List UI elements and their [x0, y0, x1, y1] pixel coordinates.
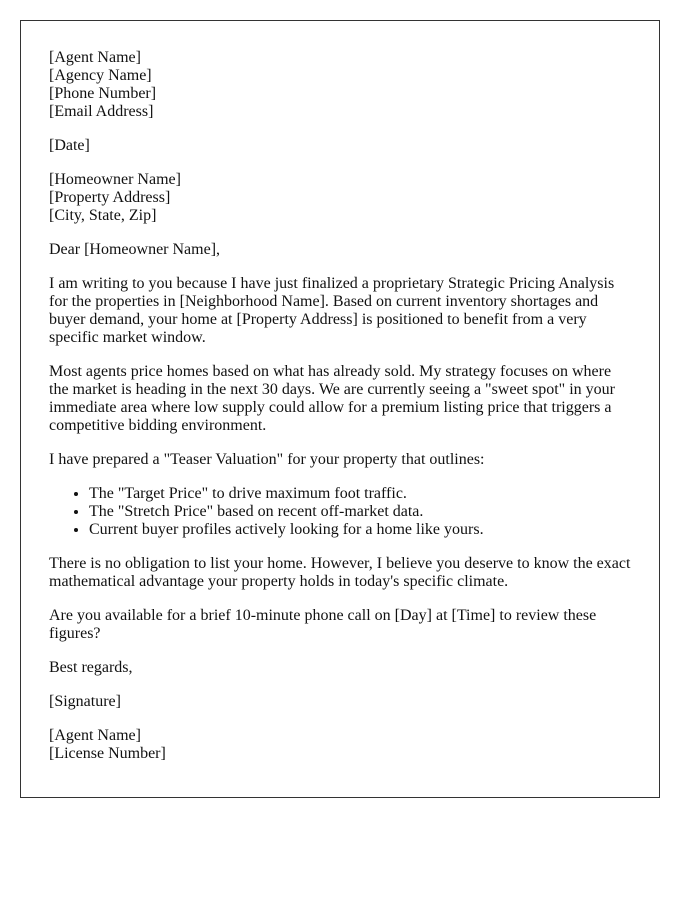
- recipient-city-state-zip: [City, State, Zip]: [49, 207, 157, 224]
- valuation-bullet-list: [49, 485, 631, 539]
- recipient-address: [Property Address]: [49, 189, 171, 206]
- sender-agency-name: [Agency Name]: [49, 67, 152, 84]
- salutation: Dear [Homeowner Name],: [49, 241, 221, 258]
- closing-paragraph-2: Are you available for a brief 10-minute phone call on [Day] at [Time] to review these figures?: [49, 607, 597, 642]
- footer-block: [49, 727, 631, 763]
- letter-date: [Date]: [49, 137, 90, 154]
- sender-phone: [Phone Number]: [49, 85, 157, 102]
- recipient-block: [49, 171, 631, 225]
- bullet-item: • The "Stretch Price" based on recent off-market data.: [89, 503, 631, 521]
- footer-license-number: [License Number]: [49, 745, 166, 762]
- letter-page: [20, 20, 660, 798]
- signature: [Signature]: [49, 693, 121, 710]
- body-paragraph-2: Most agents price homes based on what has already sold. My strategy focuses on where the market is heading in the next 30 days. We are currently seeing a "sweet spot" in your immediate area where low supply could allow for a premium listing price that triggers a competitive bidding environment.: [49, 363, 615, 434]
- bullet-item: • Current buyer profiles actively looking for a home like yours.: [89, 521, 631, 539]
- sender-email: [Email Address]: [49, 103, 154, 120]
- date-block: [49, 137, 631, 155]
- bullet-item: • The "Target Price" to drive maximum foot traffic.: [89, 485, 631, 503]
- body-paragraph-1: I am writing to you because I have just finalized a proprietary Strategic Pricing Analysis for the properties in [Neighborhood Name]. Based on current inventory shortages and buyer demand, your home at [Property Address] is positioned to benefit from a very specific market window.: [49, 275, 615, 346]
- sender-agent-name: [Agent Name]: [49, 49, 141, 66]
- recipient-name: [Homeowner Name]: [49, 171, 181, 188]
- sender-block: [49, 49, 631, 121]
- closing-paragraph-1: There is no obligation to list your home. However, I believe you deserve to know the exact mathematical advantage your property holds in today's specific climate.: [49, 555, 631, 590]
- signoff: Best regards,: [49, 659, 133, 676]
- footer-agent-name: [Agent Name]: [49, 727, 141, 744]
- body-paragraph-3: I have prepared a "Teaser Valuation" for your property that outlines:: [49, 451, 485, 468]
